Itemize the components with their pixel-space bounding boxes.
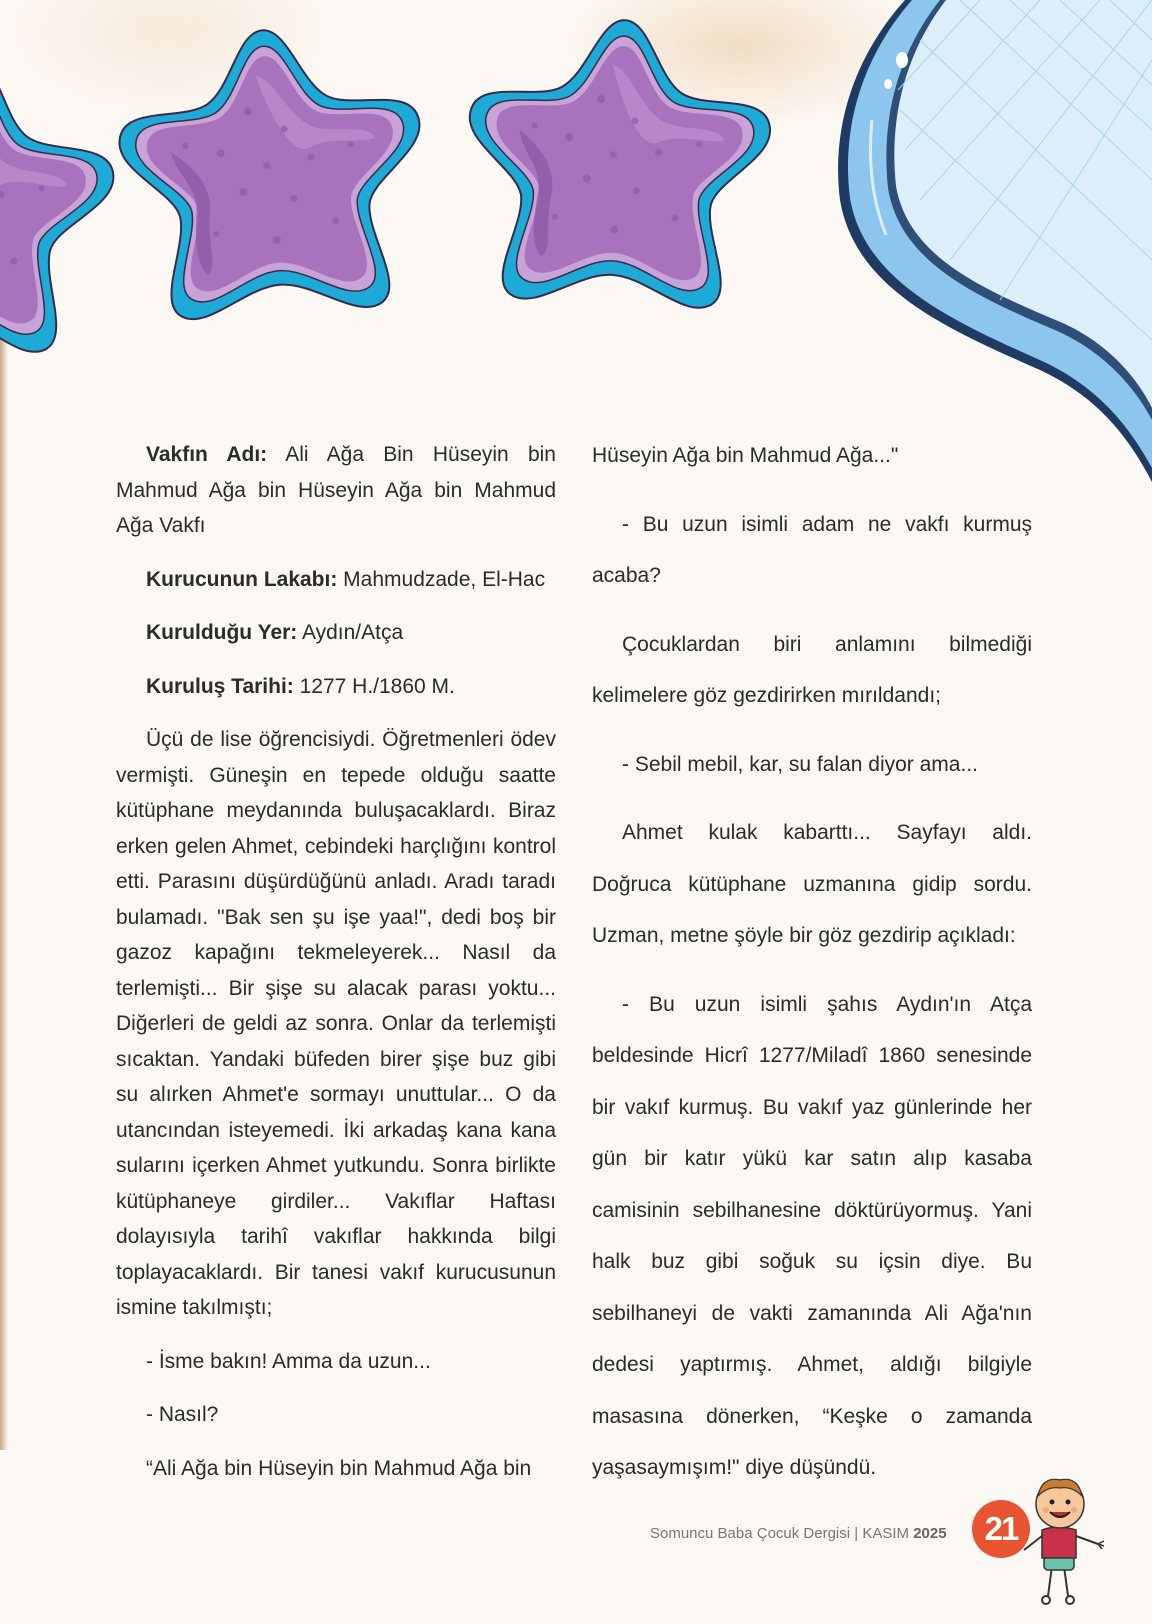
magazine-name: Somuncu Baba Çocuk Dergisi | KASIM xyxy=(650,1525,914,1542)
info-value: Ali Ağa Bin Hüseyin bin Mahmud Ağa bin Hüseyin Ağa bin Mahmud Ağa Vakfı xyxy=(116,443,556,537)
dialogue-line: - İsme bakın! Amma da uzun... xyxy=(146,1349,431,1373)
dialogue-line: - Nasıl? xyxy=(146,1403,219,1426)
info-label: Kuruluş Tarihi: xyxy=(146,674,294,698)
info-line-location xyxy=(116,615,556,651)
story-paragraph: - Bu uzun isimli şahıs Aydın'ın Atça beldesinde Hicrî 1277/Miladî 1860 senesinde bir vakıf kurmuş. Bu vakıf yaz günlerinde her gün bir katır yükü kar satın alıp kasaba camisinin sebilhanesine döktürüyormuş. Yani halk buz gibi soğuk su içsin diye. Bu sebilhaneyi de vakti zamanında Ali Ağa'nın dedesi yaptırmış. Ahmet, aldığı bilgiyle masasına dönerken, “Keşke o zamanda yaşasaymışım!" diye düşündü. xyxy=(592,992,1032,1479)
info-line-founder-title xyxy=(116,562,556,598)
info-value: Aydın/Atça xyxy=(297,621,404,644)
starfish-icon xyxy=(0,45,124,358)
info-value: 1277 H./1860 M. xyxy=(293,674,455,698)
info-value: Mahmudzade, El-Hac xyxy=(337,567,546,591)
left-column xyxy=(116,437,556,1486)
dialogue-line: - Bu uzun isimli adam ne vakfı kurmuş acaba? xyxy=(592,512,1032,587)
right-column xyxy=(592,430,1032,1494)
story-paragraph: Üçü de lise öğrencisiydi. Öğretmenleri ödev vermişti. Güneşin en tepede olduğu saatte kütüphane meydanında buluşacaklardı. Biraz erken gelen Ahmet, cebindeki harçlığını kontrol etti. Parasını düşürdüğünü anladı. Aradı taradı bulamadı. "Bak sen şu işe yaa!", dedi boş bir gazoz kapağını tekmeleyerek... Nasıl da terlemişti... Bir şişe su alacak parası yoktu... Diğerleri de geldi az sonra. Onlar da terlemişti sıcaktan. Yandaki büfeden birer şişe buz gibi su alırken Ahmet'e sormayı unuttular... O da utancından isteyemedi. İki arkadaş kana kana sularını içerken Ahmet yutkundu. Sonra birlikte kütüphaneye girdiler... Vakıflar Haftası dolayısıyla tarihî vakıflar hakkında bilgi toplayacaklardı. Bir tanesi vakıf kurucusunun ismine takılmıştı; xyxy=(116,728,556,1319)
info-label: Vakfın Adı: xyxy=(146,443,268,466)
magazine-footer xyxy=(650,1525,947,1542)
story-paragraph: Çocuklardan biri anlamını bilmediği kelimelere göz gezdirirken mırıldandı; xyxy=(592,632,1032,707)
child-character-icon xyxy=(1020,1474,1140,1614)
story-paragraph: Ahmet kulak kabarttı... Sayfayı aldı. Doğruca kütüphane uzmanına gidip sordu. Uzman, metne şöyle bir göz gezdirip açıkladı: xyxy=(592,821,1032,947)
info-label: Kurucunun Lakabı: xyxy=(146,567,338,591)
dialogue-line: Hüseyin Ağa bin Mahmud Ağa..." xyxy=(592,444,899,467)
starfish-icon xyxy=(460,12,775,311)
dialogue-line: - Sebil mebil, kar, su falan diyor ama... xyxy=(622,752,978,776)
info-label: Kurulduğu Yer: xyxy=(146,621,298,644)
dialogue-line: “Ali Ağa bin Hüseyin bin Mahmud Ağa bin xyxy=(146,1456,532,1480)
info-line-date xyxy=(116,669,556,705)
starfish-icon xyxy=(112,20,432,324)
pool-icon xyxy=(838,0,1152,482)
issue-year: 2025 xyxy=(913,1525,947,1542)
info-line-foundation-name xyxy=(116,437,556,544)
page-number: 21 xyxy=(972,1500,1030,1558)
